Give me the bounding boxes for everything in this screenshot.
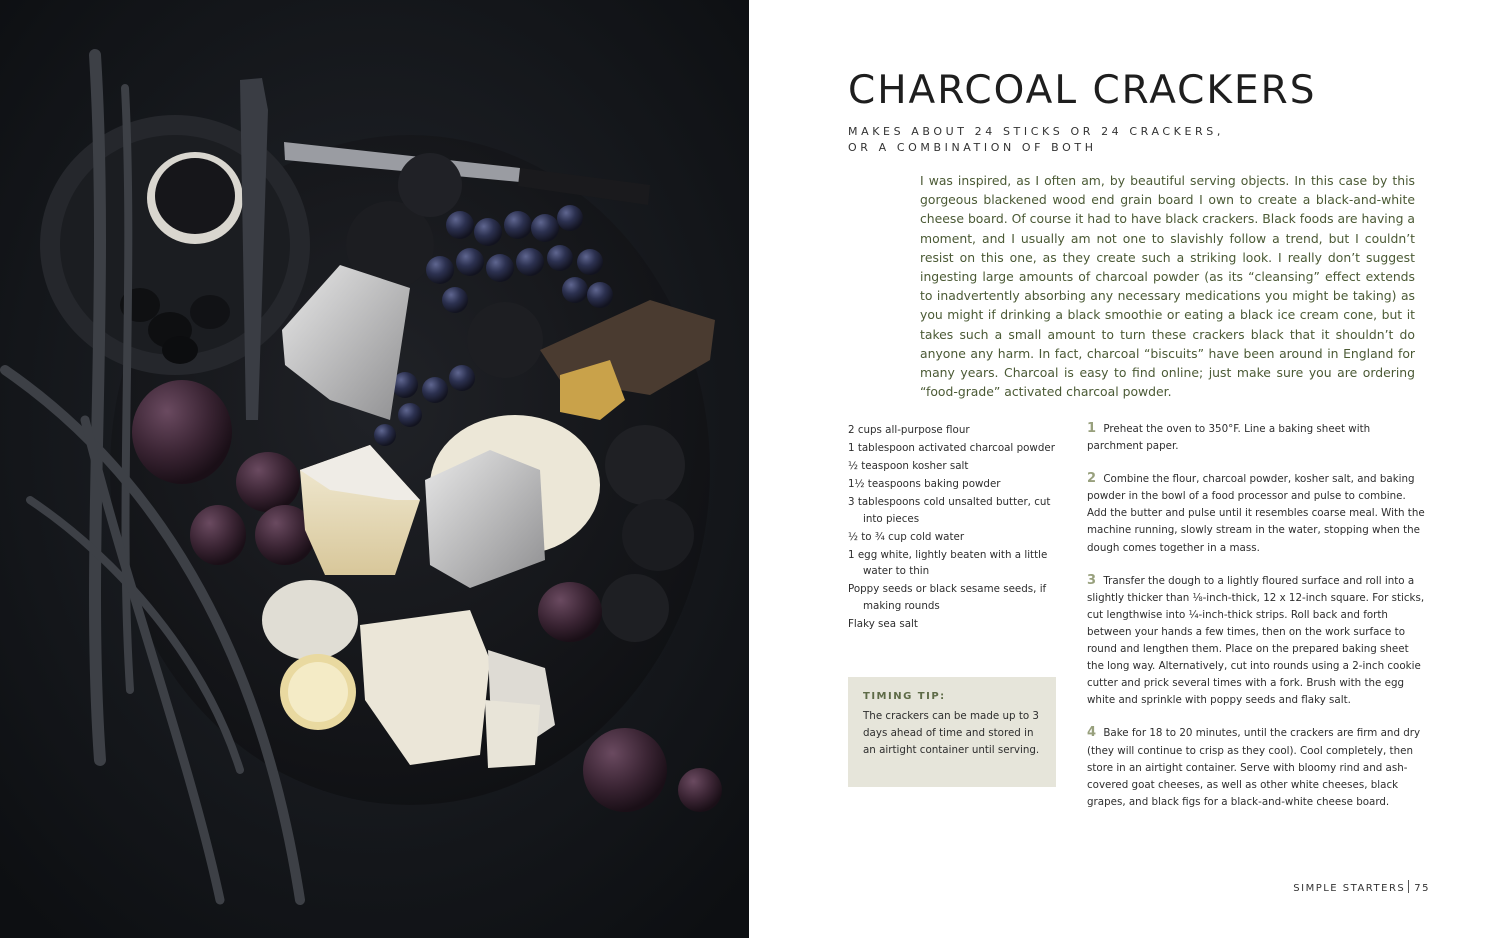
- section-name: SIMPLE STARTERS: [1293, 883, 1406, 894]
- timing-tip-text: The crackers can be made up to 3 days ahead of time and stored in an airtight container until serving.: [863, 710, 1040, 756]
- yield-line-2: OR A COMBINATION OF BOTH: [848, 141, 1097, 154]
- recipe-yield: [848, 124, 1224, 156]
- ingredient-item: 1½ teaspoons baking powder: [848, 478, 1001, 490]
- step-number: 1: [1087, 421, 1097, 436]
- step-text: Preheat the oven to 350°F. Line a baking sheet with parchment paper.: [1087, 423, 1371, 453]
- method-step: [1087, 420, 1427, 455]
- ingredient-item: Flaky sea salt: [848, 617, 918, 630]
- timing-tip-box: [848, 677, 1056, 787]
- ingredient-item: 3 tablespoons cold unsalted butter, cut into pieces: [848, 496, 1051, 525]
- method-steps: [1087, 420, 1427, 826]
- step-text: Bake for 18 to 20 minutes, until the crackers are firm and dry (they will continue to crisp as they cool). Cool completely, then store in an airtight container. Serve with bloomy rind and ash-covered goat cheeses, as well as other white cheeses, black grapes, and black figs for a black-and-white cheese board.: [1087, 727, 1421, 808]
- method-step: [1087, 470, 1427, 556]
- ingredient-item: 2 cups all-purpose flour: [848, 424, 970, 436]
- cheese-board-photo: [0, 0, 749, 938]
- recipe-page: [749, 0, 1500, 938]
- ingredient-item: 1 tablespoon activated charcoal powder: [848, 442, 1055, 454]
- timing-tip-label: TIMING TIP:: [863, 691, 946, 702]
- step-number: 4: [1087, 725, 1097, 741]
- step-number: 2: [1087, 471, 1097, 487]
- ingredient-item: Poppy seeds or black sesame seeds, if making rounds: [848, 583, 1047, 612]
- ingredient-list: [848, 422, 1063, 634]
- recipe-title: CHARCOAL CRACKERS: [848, 68, 1317, 113]
- footer-divider: [1408, 880, 1409, 893]
- ingredient-item: ½ to ¾ cup cold water: [848, 530, 965, 543]
- method-step: [1087, 572, 1427, 710]
- yield-line-1: MAKES ABOUT 24 STICKS OR 24 CRACKERS,: [848, 125, 1224, 138]
- ingredient-item: 1 egg white, lightly beaten with a little water to thin: [848, 548, 1048, 577]
- step-number: 3: [1087, 572, 1097, 588]
- method-step: [1087, 724, 1427, 810]
- recipe-intro: I was inspired, as I often am, by beautiful serving objects. In this case by this gorgeous blackened wood end grain board I own to create a black-and-white cheese board. Of course it had to have black crackers. Black foods are having a moment, and I usually am not one to slavishly follow a trend, but I couldn’t resist on this one, as they create such a striking look. I really don’t suggest ingesting large amounts of charcoal powder (as its “cleansing” effect extends to inadvertently absorbing any necessary medications you might be taking) as you might if drinking a black smoothie or eating a black ice cream cone, but it takes such a small amount to turn these crackers black that it shouldn’t do anyone any harm. In fact, charcoal “biscuits” have been around in England for many years. Charcoal is easy to find online; just make sure you are ordering “food-grade” activated charcoal powder.: [920, 173, 1415, 400]
- page-number: 75: [1414, 883, 1430, 894]
- step-text: Combine the flour, charcoal powder, kosher salt, and baking powder in the bowl of a food processor and pulse to combine. Add the butter and pulse until it resembles coarse meal. With the machine running, slowly stream in the water, stopping when the dough comes together in a mass.: [1087, 473, 1425, 554]
- page-footer: [1293, 880, 1430, 894]
- step-text: Transfer the dough to a lightly floured surface and roll into a slightly thicker than ⅛-inch-thick, 12 x 12-inch square. For sticks, cut lengthwise into ¼-inch-thick strips. Roll back and forth between your hands a few times, then on the work surface to round and lengthen them. Place on the prepared baking sheet the long way. Alternatively, cut into rounds using a 2-inch cookie cutter and prick several times with a fork. Brush with the egg white and sprinkle with poppy seeds and flaky salt.: [1087, 574, 1425, 707]
- ingredient-item: ½ teaspoon kosher salt: [848, 460, 969, 472]
